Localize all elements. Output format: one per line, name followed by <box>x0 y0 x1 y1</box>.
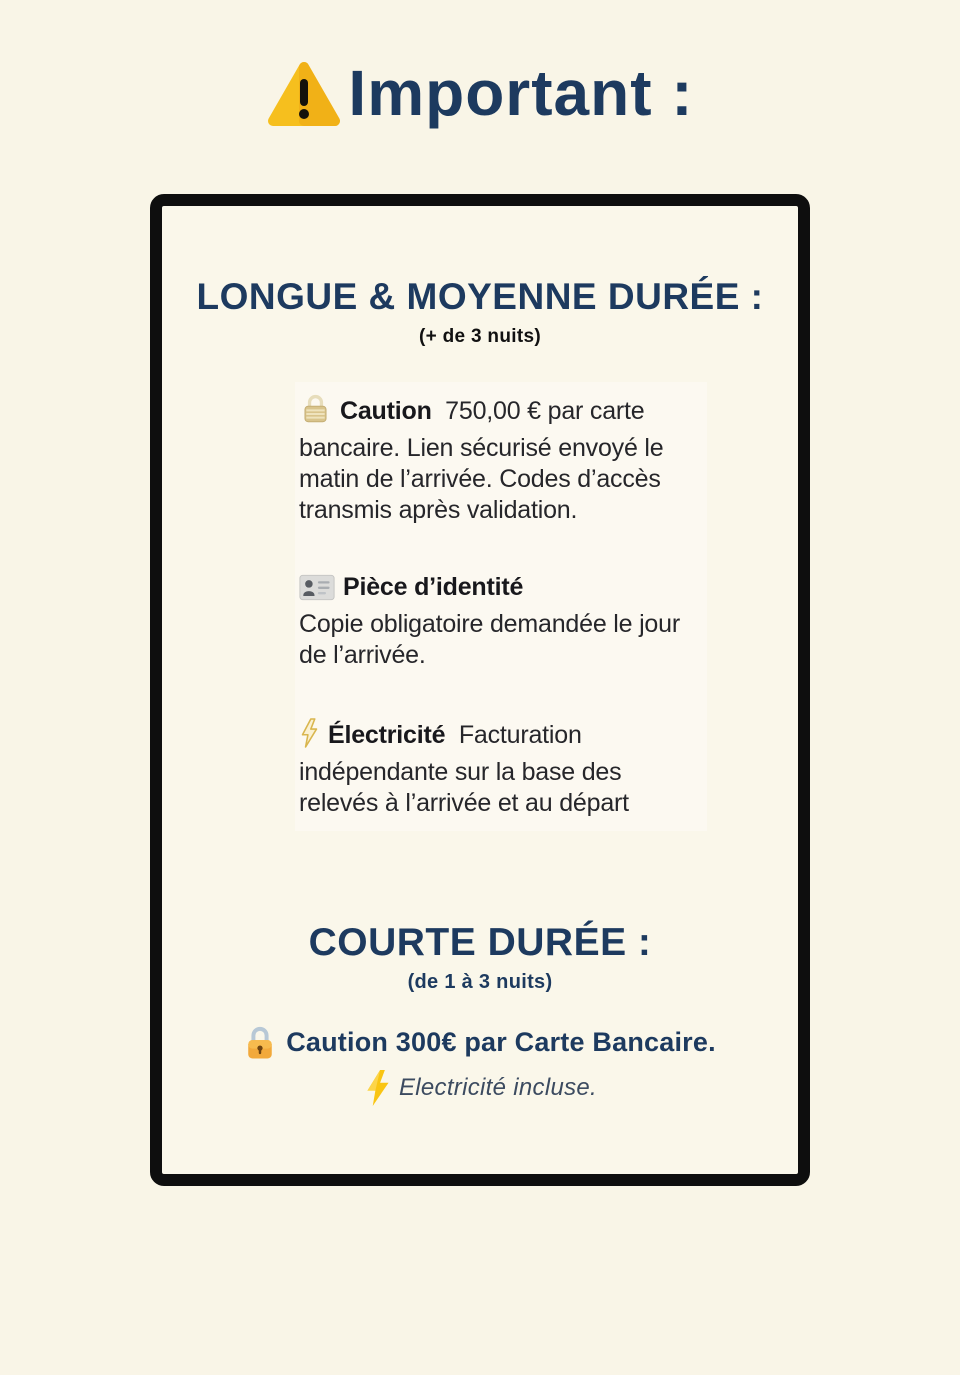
item-text: 750,00 € par carte bancaire. Lien sécurisé envoyé le matin de l’arrivée. Codes d’accès transmis après validation. <box>299 397 664 524</box>
item-label: Pièce d’identité <box>343 573 524 601</box>
short-electricity-text: Electricité incluse. <box>398 1074 598 1101</box>
short-stay-caution-line <box>162 1024 798 1061</box>
long-stay-heading: LONGUE & MOYENNE DURÉE : <box>196 276 764 317</box>
short-stay-subheading: (de 1 à 3 nuits) <box>407 971 553 993</box>
id-card-icon <box>299 574 335 609</box>
short-stay-electricity-line <box>162 1069 798 1107</box>
list-item-electricity <box>299 717 703 819</box>
header <box>0 0 960 130</box>
lightning-outline-icon <box>299 717 320 757</box>
padlock-icon <box>299 392 332 433</box>
item-text: Copie obligatoire demandée le jour de l’arrivée. <box>299 610 680 669</box>
page-title: Important : <box>348 57 694 129</box>
warning-triangle-icon <box>266 60 342 130</box>
long-stay-bullets <box>295 382 707 831</box>
item-label: Caution <box>340 397 432 425</box>
info-card <box>150 194 810 1186</box>
list-item-caution <box>299 392 703 526</box>
short-stay-heading: COURTE DURÉE : <box>308 921 652 964</box>
item-text: Facturation indépendante sur la base des relevés à l’arrivée et au départ <box>299 721 629 817</box>
short-caution-text: Caution 300€ par Carte Bancaire. <box>286 1027 716 1057</box>
long-stay-subheading: (+ de 3 nuits) <box>419 326 541 347</box>
list-item-identity <box>299 572 703 671</box>
lightning-bolt-icon <box>363 1069 393 1107</box>
item-label: Électricité <box>328 721 446 749</box>
padlock-emoji-icon <box>244 1024 276 1061</box>
